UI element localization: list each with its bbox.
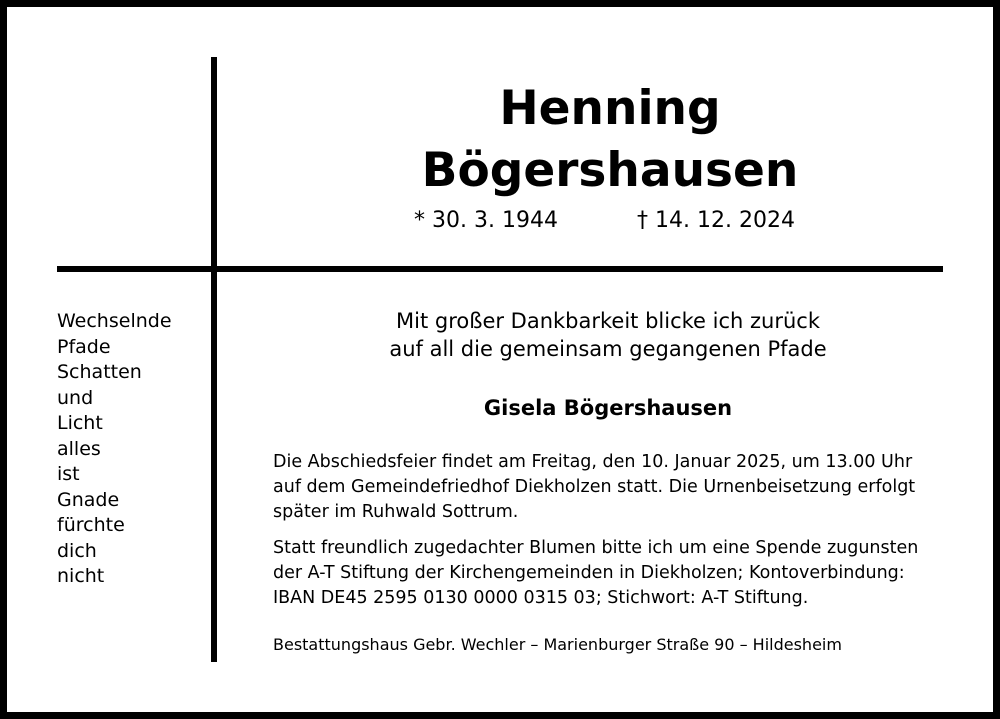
funeral-home-info: Bestattungshaus Gebr. Wechler – Marienburger Straße 90 – Hildesheim [273,635,842,654]
donation-line: IBAN DE45 2595 0130 0000 0315 03; Stichwort: A-T Stiftung. [273,588,809,608]
poem-line: ist [57,463,80,485]
poem-line: Schatten [57,361,142,383]
poem-line: dich [57,539,97,562]
donation-line: Statt freundlich zugedachter Blumen bitte ich um eine Spende zugunsten [273,538,919,558]
ceremony-paragraph [273,450,915,525]
poem-line: nicht [57,565,105,587]
poem-line: alles [57,437,101,460]
poem-line: Pfade [57,335,111,358]
poem-line: Gnade [57,488,120,511]
poem-line: und [57,386,94,409]
dedication-text [300,307,916,363]
deceased-last-name: Bögershausen [421,143,799,198]
donation-line: der A-T Stiftung der Kirchengemeinden in Diekholzen; Kontoverbindung: [273,563,905,583]
dedication-line: Mit großer Dankbarkeit blicke ich zurück [396,309,820,333]
poem-line: Wechselnde [57,310,172,332]
birth-date: * 30. 3. 1944 [414,208,558,233]
cross-horizontal-bar [57,266,943,272]
dedication-line: auf all die gemeinsam gegangenen Pfade [389,337,827,361]
donation-paragraph [273,536,918,611]
poem [57,309,172,590]
ceremony-line: später im Ruhwald Sottrum. [273,502,519,522]
poem-line: fürchte [57,514,125,536]
poem-line: Licht [57,412,103,434]
deceased-name [360,78,860,202]
deceased-first-name: Henning [499,81,721,136]
ceremony-line: Die Abschiedsfeier findet am Freitag, den 10. Januar 2025, um 13.00 Uhr [273,452,913,472]
signatory-name: Gisela Bögershausen [483,396,733,420]
death-date: † 14. 12. 2024 [637,208,795,233]
ceremony-line: auf dem Gemeindefriedhof Diekholzen statt. Die Urnenbeisetzung erfolgt [273,477,916,497]
cross-vertical-bar [211,57,217,662]
